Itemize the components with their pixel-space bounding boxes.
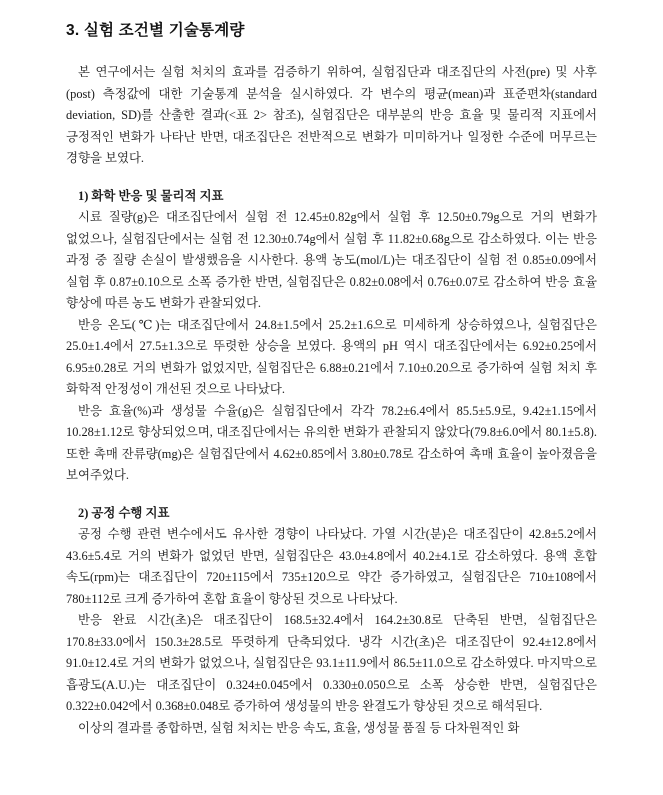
subsection-2-paragraph-1: 공정 수행 관련 변수에서도 유사한 경향이 나타났다. 가열 시간(분)은 대조집단이 42.8±5.2에서 43.6±5.4로 거의 변화가 없었던 반면, 실험집단은 43.0±4.8에서 40.2±4.1로 감소하였다. 용액 혼합 속도(rpm)는 대조집단이 720±115에서 735±120으로 약간 증가하였고, 실험집단은 710±108에서 780±112로 크게 증가하여 혼합 효율이 향상된 것으로 나타났다. xyxy=(66,527,597,606)
subsection-2-paragraph-2: 반응 완료 시간(초)은 대조집단이 168.5±32.4에서 164.2±30.8로 단축된 반면, 실험집단은 170.8±33.0에서 150.3±28.5로 뚜렷하게 단축되었다. 냉각 시간(초)은 대조집단이 92.4±12.8에서 91.0±12.4로 거의 변화가 없었으나, 실험집단은 93.1±11.9에서 86.5±11.0으로 감소하였다. 마지막으로 흡광도(A.U.)는 대조집단이 0.324±0.045에서 0.330±0.050으로 소폭 상승한 반면, 실험집단은 0.322±0.042에서 0.368±0.048로 증가하여 생성물의 반응 완결도가 향상된 것으로 해석된다. xyxy=(66,613,597,714)
intro-paragraph: 본 연구에서는 실험 처치의 효과를 검증하기 위하여, 실험집단과 대조집단의 사전(pre) 및 사후(post) 측정값에 대한 기술통계 분석을 실시하였다. 각 변수의 평균(mean)과 표준편차(standard deviation, SD)를 산출한 결과(<표 2> 참조), 실험집단은 대부분의 반응 효율 및 물리적 지표에서 긍정적인 변화가 나타난 반면, 대조집단은 전반적으로 변화가 미미하거나 일정한 수준에 머무르는 경향을 보였다. xyxy=(66,65,597,166)
subsection-1-paragraph-2: 반응 온도(℃)는 대조집단에서 24.8±1.5에서 25.2±1.6으로 미세하게 상승하였으나, 실험집단은 25.0±1.4에서 27.5±1.3으로 뚜렷한 상승을 보였다. 용액의 pH 역시 대조집단에서는 6.92±0.25에서 6.95±0.28로 거의 변화가 없었지만, 실험집단은 6.88±0.21에서 7.10±0.20으로 증가하여 실험 처치 후 화학적 안정성이 개선된 것으로 나타났다. xyxy=(66,317,597,397)
subsection-2-paragraph-3: 이상의 결과를 종합하면, 실험 처치는 반응 속도, 효율, 생성물 품질 등 다차원적인 화 xyxy=(78,720,520,735)
subsection-1-paragraph-1: 시료 질량(g)은 대조집단에서 실험 전 12.45±0.82g에서 실험 후 12.50±0.79g으로 거의 변화가 없었으나, 실험집단에서는 실험 전 12.30±0.74g에서 실험 후 11.82±0.68g으로 감소하였다. 이는 반응 과정 중 질량 손실이 발생했음을 시사한다. 용액 농도(mol/L)는 대조집단이 실험 전 0.85±0.09에서 실험 후 0.87±0.10으로 소폭 증가한 반면, 실험집단은 0.82±0.08에서 0.76±0.07로 감소하여 반응 효율 향상에 따른 농도 변화가 관찰되었다. xyxy=(66,210,597,311)
page-content xyxy=(66,0,597,739)
subsection-heading-2: 2) 공정 수행 지표 xyxy=(78,505,170,520)
spacer-before-subsection-2 xyxy=(66,487,597,507)
subsection-1-paragraph-3: 반응 효율(%)과 생성물 수율(g)은 실험집단에서 각각 78.2±6.4에서 85.5±5.9로, 9.42±1.15에서 10.28±1.12로 향상되었으며, 대조집단에서는 유의한 변화가 관찰되지 않았다(79.8±6.0에서 80.1±5.8). 또한 촉매 잔류량(mg)은 실험집단에서 4.62±0.85에서 3.80±0.78로 감소하여 촉매 효율이 높아졌음을 보여주었다. xyxy=(66,403,597,483)
spacer-before-subsection-1 xyxy=(66,170,597,190)
spacer-after-title xyxy=(66,40,597,62)
page-title: 3. 실험 조건별 기술통계량 xyxy=(66,22,245,39)
subsection-heading-1: 1) 화학 반응 및 물리적 지표 xyxy=(78,188,224,203)
